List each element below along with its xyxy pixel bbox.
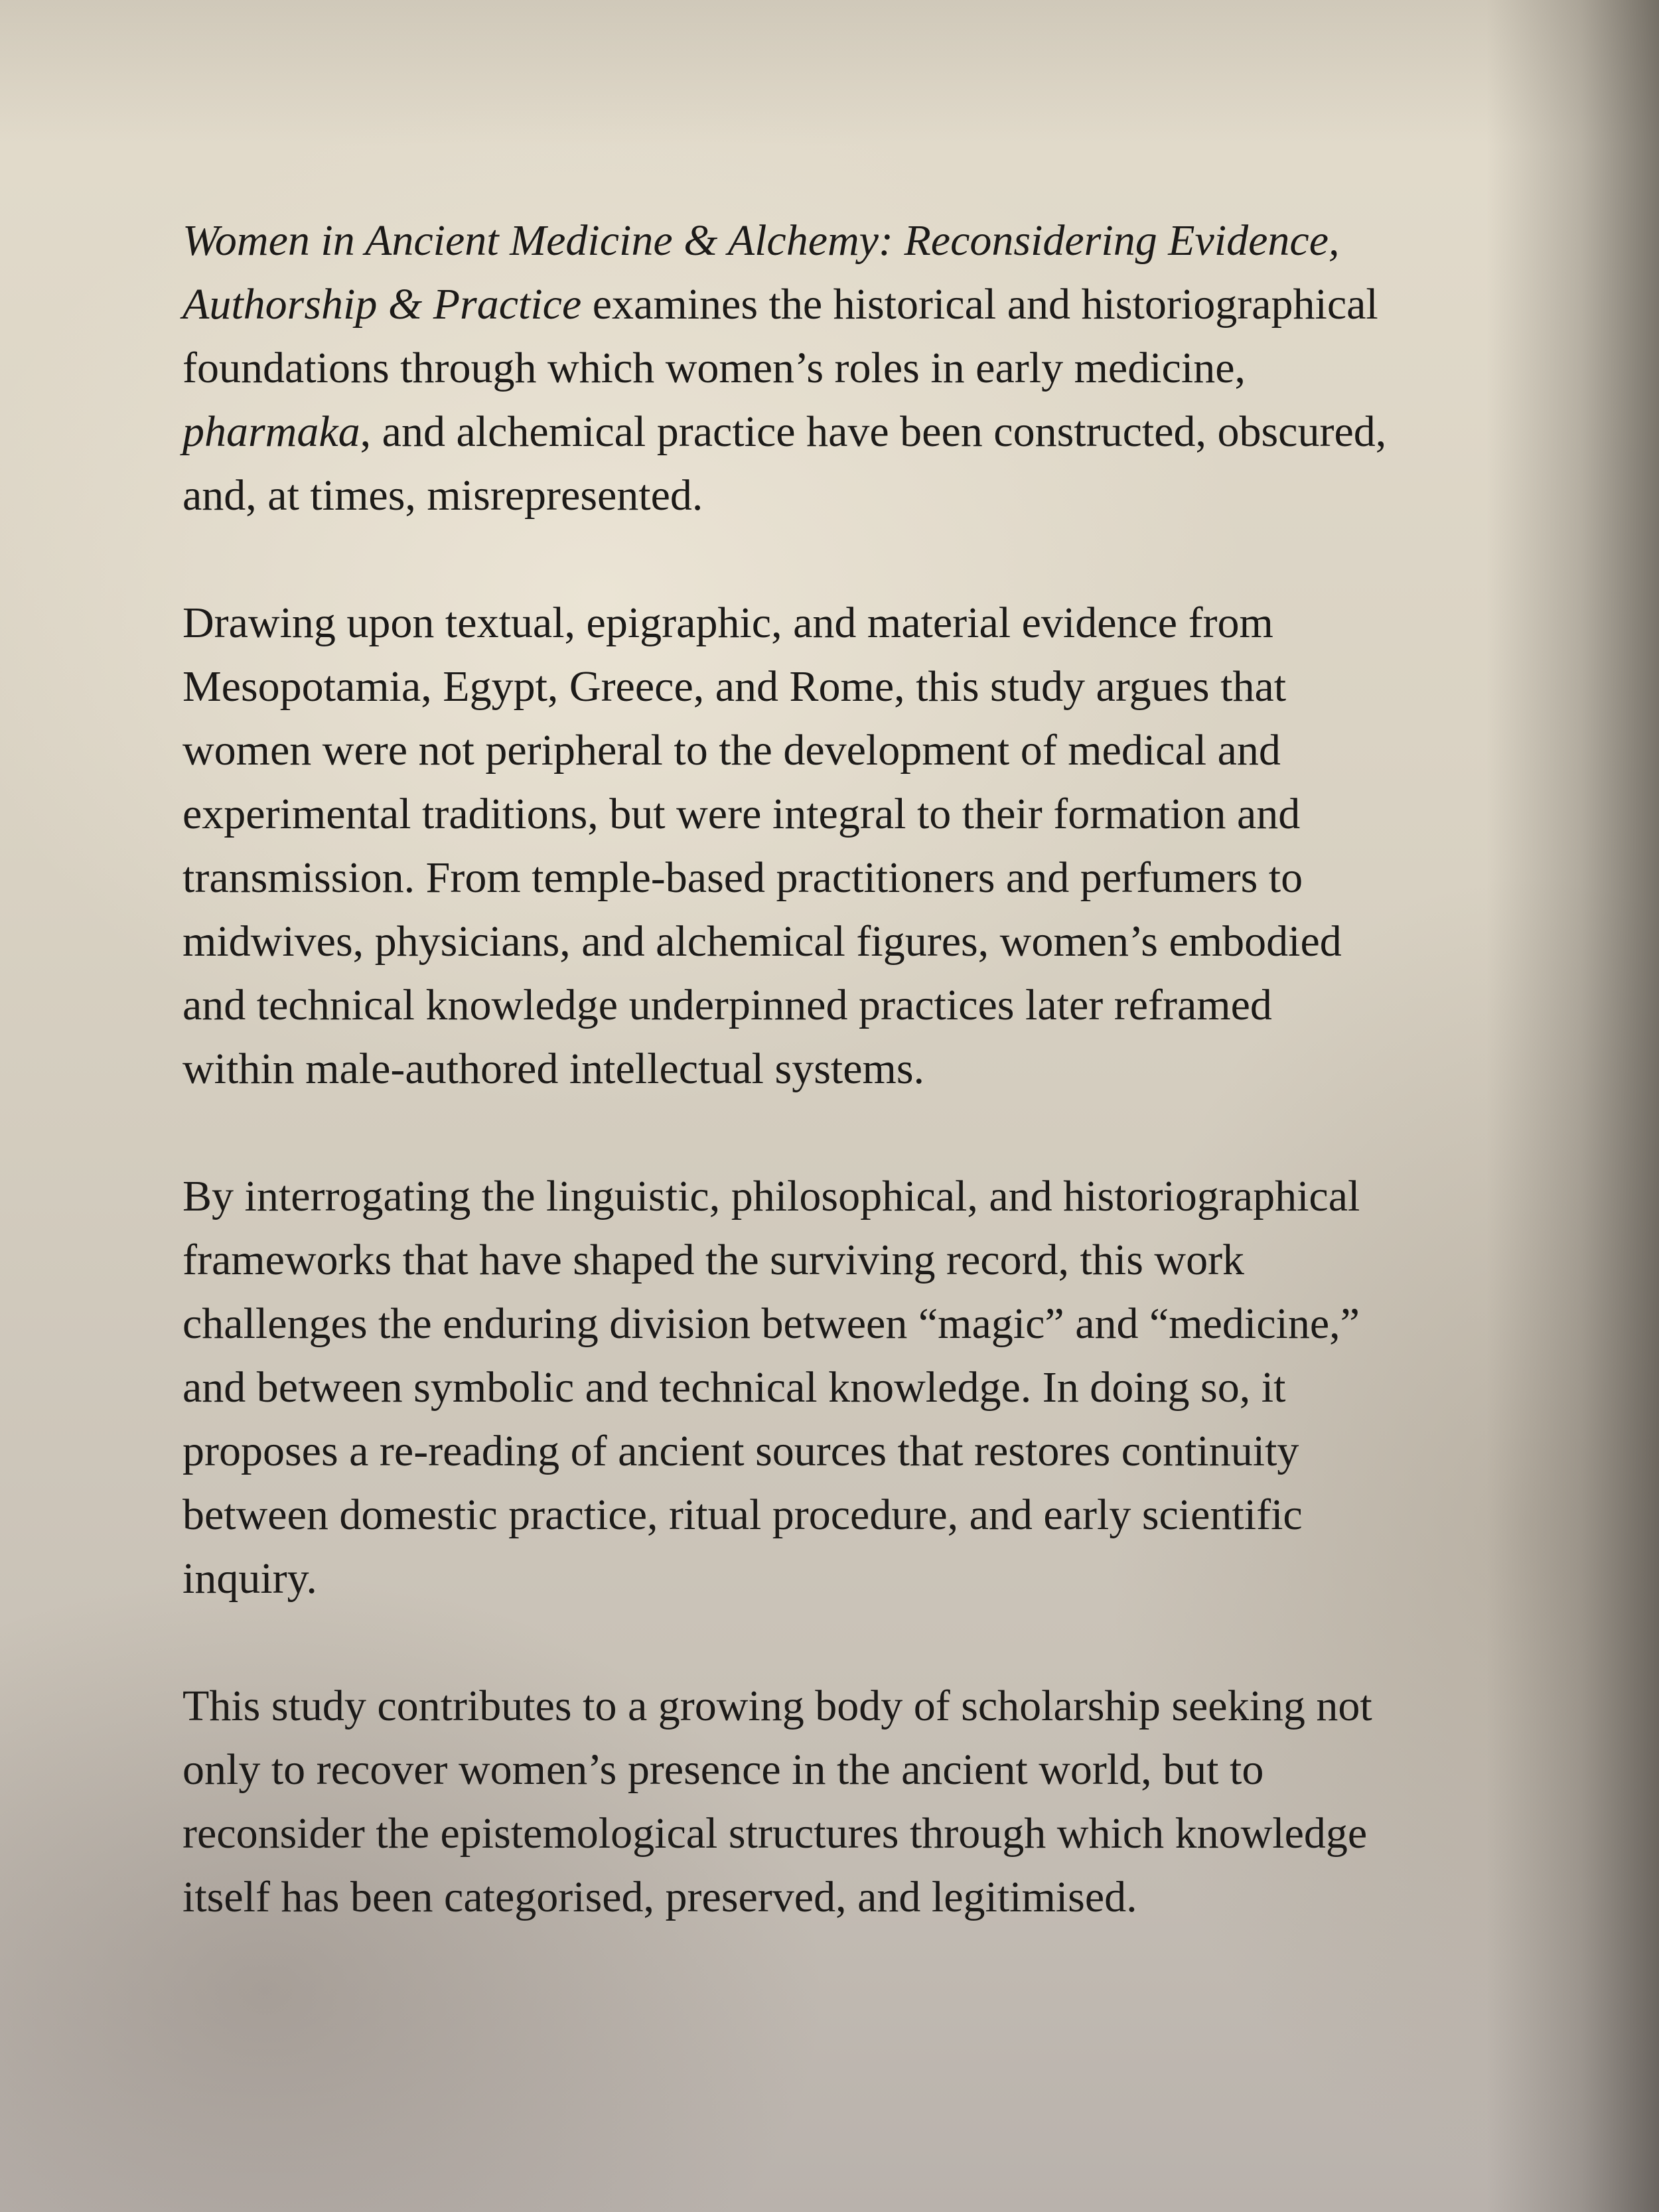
text-segment: proposes a re-reading of ancient sources that restores continuity — [182, 1427, 1299, 1475]
text-segment: only to recover women’s presence in the ancient world, but to — [182, 1745, 1264, 1794]
text-line — [182, 782, 1523, 846]
text-line — [182, 464, 1523, 528]
text-segment: Drawing upon textual, epigraphic, and material evidence from — [182, 599, 1273, 647]
text-segment: transmission. From temple-based practitioners and perfumers to — [182, 853, 1303, 902]
page-top-shadow — [0, 0, 1659, 146]
text-line — [182, 1292, 1523, 1356]
text-segment: challenges the enduring division between “magic” and “medicine,” — [182, 1299, 1360, 1348]
text-line — [182, 1165, 1523, 1228]
text-line — [182, 719, 1523, 782]
text-line — [182, 1802, 1523, 1866]
text-segment: between domestic practice, ritual procedure, and early scientific — [182, 1491, 1303, 1539]
text-line — [182, 273, 1523, 336]
text-segment: itself has been categorised, preserved, and legitimised. — [182, 1873, 1137, 1921]
paragraph-3 — [182, 1165, 1523, 1611]
text-line — [182, 1738, 1523, 1802]
text-segment: This study contributes to a growing body of scholarship seeking not — [182, 1682, 1372, 1730]
text-line — [182, 655, 1523, 719]
italic-text: Authorship & Practice — [182, 280, 582, 329]
italic-text: pharmaka — [182, 407, 360, 456]
text-line — [182, 209, 1523, 273]
text-line — [182, 1420, 1523, 1483]
text-line — [182, 400, 1523, 464]
text-segment: reconsider the epistemological structures through which knowledge — [182, 1809, 1368, 1858]
text-line — [182, 1356, 1523, 1420]
text-line — [182, 1547, 1523, 1611]
text-line — [182, 336, 1523, 400]
text-segment: midwives, physicians, and alchemical figures, women’s embodied — [182, 917, 1342, 966]
text-segment: , and alchemical practice have been constructed, obscured, — [360, 407, 1387, 456]
paragraph-2 — [182, 591, 1523, 1101]
text-segment: experimental traditions, but were integral to their formation and — [182, 790, 1301, 838]
paragraph-4 — [182, 1674, 1523, 1929]
text-segment: By interrogating the linguistic, philosophical, and historiographical — [182, 1172, 1360, 1220]
paragraph-1 — [182, 209, 1523, 528]
text-segment: inquiry. — [182, 1554, 317, 1603]
text-line — [182, 1674, 1523, 1738]
text-segment: women were not peripheral to the development of medical and — [182, 726, 1281, 774]
text-segment: and, at times, misrepresented. — [182, 471, 703, 520]
text-segment: frameworks that have shaped the surviving record, this work — [182, 1236, 1245, 1284]
text-line — [182, 910, 1523, 974]
text-segment: Mesopotamia, Egypt, Greece, and Rome, this study argues that — [182, 662, 1287, 711]
text-line — [182, 974, 1523, 1037]
italic-text: Women in Ancient Medicine & Alchemy: Reconsidering Evidence, — [182, 216, 1340, 265]
text-segment: and between symbolic and technical knowledge. In doing so, it — [182, 1363, 1286, 1412]
text-line — [182, 1228, 1523, 1292]
text-segment: examines the historical and historiographical — [581, 280, 1378, 329]
text-segment: foundations through which women’s roles in early medicine, — [182, 344, 1246, 392]
text-segment: within male-authored intellectual systems. — [182, 1045, 925, 1093]
body-text — [182, 209, 1523, 1929]
text-segment: and technical knowledge underpinned practices later reframed — [182, 981, 1272, 1029]
text-line — [182, 1483, 1523, 1547]
text-line — [182, 846, 1523, 910]
text-line — [182, 1037, 1523, 1101]
text-line — [182, 591, 1523, 655]
text-line — [182, 1866, 1523, 1929]
